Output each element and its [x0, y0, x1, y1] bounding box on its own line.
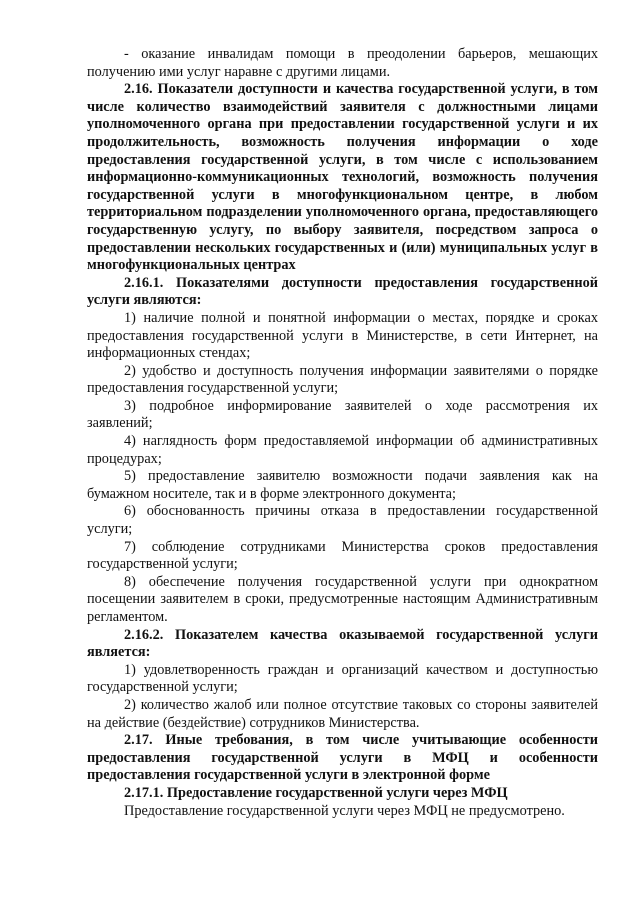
list-item-accessibility-8: 8) обеспечение получения государственной услуги при однократном посещении заявителем в сроки, предусмотренные настоящим Административным регламентом. — [87, 573, 598, 625]
list-item-accessibility-1: 1) наличие полной и понятной информации о местах, порядке и сроках предоставления государственной услуги в Министерстве, в сети Интернет, на информационных стендах; — [87, 309, 598, 362]
heading-2-16: 2.16. Показатели доступности и качества государственной услуги, в том числе количество взаимодействий заявителя с должностными лицами уполномоченного органа при предоставлении государственной услуги и их продолжительность, возможность получения информации о ходе предоставления государственной услуги, в том числе с использованием информационно-коммуникационных технологий, возможность получения государственной услуги в многофункциональном центре, в любом территориальном подразделении уполномоченного органа, предоставляющего государственную услугу, по выбору заявителя, посредством запроса о предоставлении нескольких государственных и (или) муниципальных услуг в многофункциональных центрах — [87, 81, 598, 274]
heading-2-16-1: 2.16.1. Показателями доступности предоставления государственной услуги являются: — [87, 274, 598, 309]
heading-2-16-2: 2.16.2. Показателем качества оказываемой государственной услуги является: — [87, 626, 598, 661]
list-item-accessibility-3: 3) подробное информирование заявителей о ходе рассмотрения их заявлений; — [87, 397, 598, 432]
heading-2-17-1: 2.17.1. Предоставление государственной услуги через МФЦ — [124, 784, 508, 801]
list-item-accessibility-6: 6) обоснованность причины отказа в предоставлении государственной услуги; — [87, 503, 598, 538]
list-item-quality-1: 1) удовлетворенность граждан и организаций качеством и доступностью государственной услуги; — [87, 661, 598, 696]
list-item-quality-2: 2) количество жалоб или полное отсутствие таковых со стороны заявителей на действие (бездействие) сотрудников Министерства. — [87, 696, 598, 731]
heading-2-17: 2.17. Иные требования, в том числе учитывающие особенности предоставления государственной услуги в МФЦ и особенности предоставления государственной услуги в электронной форме — [87, 732, 598, 784]
list-item-accessibility-4: 4) наглядность форм предоставляемой информации об административных процедурах; — [87, 433, 598, 467]
list-item-accessibility-5: 5) предоставление заявителю возможности подачи заявления как на бумажном носителе, так и в форме электронного документа; — [87, 468, 598, 502]
paragraph-mfc-not-provided: Предоставление государственной услуги через МФЦ не предусмотрено. — [124, 802, 565, 819]
paragraph-accessibility-assistance: - оказание инвалидам помощи в преодолении барьеров, мешающих получению ими услуг наравне с другими лицами. — [87, 46, 598, 80]
list-item-accessibility-2: 2) удобство и доступность получения информации заявителями о порядке предоставления государственной услуги; — [87, 362, 598, 397]
list-item-accessibility-7: 7) соблюдение сотрудниками Министерства сроков предоставления государственной услуги; — [87, 538, 598, 573]
